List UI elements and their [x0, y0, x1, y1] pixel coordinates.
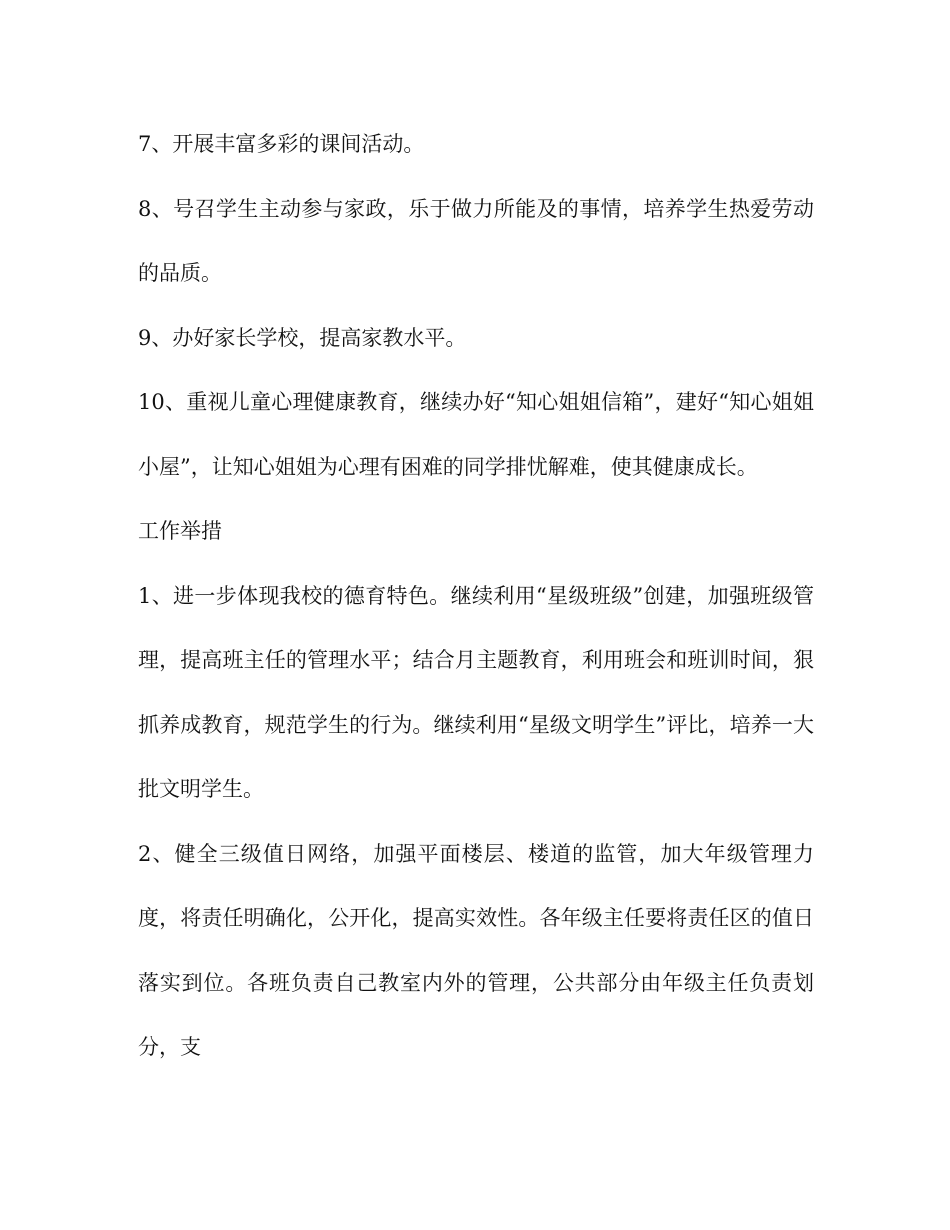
measure-item-2: 2、健全三级值日网络，加强平面楼层、楼道的监管，加大年级管理力度，将责任明确化，公开化，提高实效性。各年级主任要将责任区的值日落实到位。各班负责自己教室内外的管理，公共部分由年级主任负责划分，支	[138, 841, 814, 1059]
paragraph-item-7: 7、开展丰富多彩的课间活动。	[138, 132, 425, 156]
measure-item-1: 1、进一步体现我校的德育特色。继续利用“星级班级”创建，加强班级管理，提高班主任的管理水平；结合月主题教育，利用班会和班训时间，狠抓养成教育，规范学生的行为。继续利用“星级文明学生”评比，培养一大批文明学生。	[138, 583, 814, 801]
paragraph-item-10: 10、重视儿童心理健康教育，继续办好“知心姐姐信箱”，建好“知心姐姐小屋”，让知心姐姐为心理有困难的同学排忧解难，使其健康成长。	[138, 390, 814, 479]
paragraph-item-9: 9、办好家长学校，提高家教水平。	[138, 325, 467, 350]
section-heading: 工作举措	[138, 519, 222, 543]
document-body	[138, 112, 814, 1080]
paragraph-item-8: 8、号召学生主动参与家政，乐于做力所能及的事情，培养学生热爱劳动的品质。	[138, 196, 814, 285]
